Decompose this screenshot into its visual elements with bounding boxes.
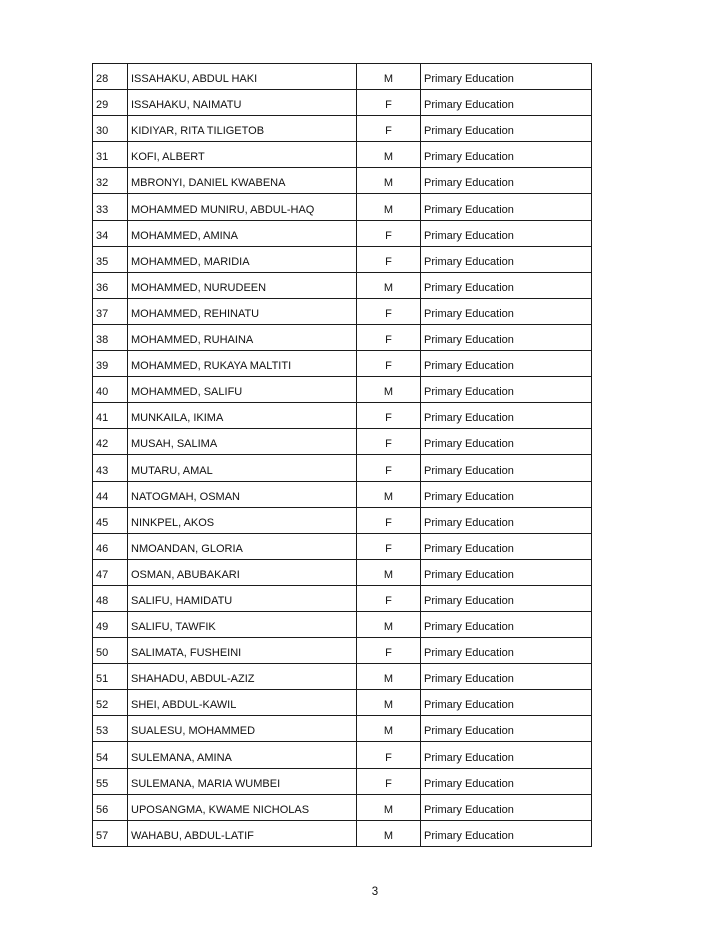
row-number-cell: 28 (93, 64, 128, 89)
gender-cell: F (357, 769, 421, 794)
gender-cell: M (357, 690, 421, 715)
gender-cell: F (357, 638, 421, 663)
gender-cell: F (357, 221, 421, 246)
program-cell: Primary Education (424, 281, 514, 294)
name-cell: SULEMANA, AMINA (128, 742, 357, 767)
table-row (93, 90, 591, 116)
row-number-cell: 49 (93, 612, 128, 637)
program-cell: Primary Education (424, 177, 514, 190)
table-row (93, 351, 591, 377)
name-cell: NINKPEL, AKOS (128, 508, 357, 533)
gender-cell: M (357, 795, 421, 820)
program-cell: Primary Education (424, 542, 514, 555)
table-row (93, 612, 591, 638)
table-row (93, 769, 591, 795)
name-cell: MOHAMMED, RUKAYA MALTITI (128, 351, 357, 376)
table-row (93, 586, 591, 612)
table-row (93, 560, 591, 586)
table-row (93, 116, 591, 142)
name-cell: NATOGMAH, OSMAN (128, 482, 357, 507)
table-row (93, 273, 591, 299)
gender-cell: M (357, 821, 421, 846)
row-number-cell: 52 (93, 690, 128, 715)
gender-cell: F (357, 90, 421, 115)
table-row (93, 716, 591, 742)
student-roster-table (92, 63, 592, 847)
table-row (93, 664, 591, 690)
program-cell: Primary Education (424, 386, 514, 399)
gender-cell: M (357, 168, 421, 193)
table-row (93, 403, 591, 429)
row-number-cell: 56 (93, 795, 128, 820)
gender-cell: M (357, 273, 421, 298)
program-cell: Primary Education (424, 699, 514, 712)
table-row (93, 168, 591, 194)
gender-cell: F (357, 455, 421, 480)
gender-cell: F (357, 325, 421, 350)
gender-cell: M (357, 64, 421, 89)
program-cell: Primary Education (424, 647, 514, 660)
gender-cell: F (357, 299, 421, 324)
row-number-cell: 39 (93, 351, 128, 376)
table-row (93, 455, 591, 481)
table-row (93, 64, 591, 90)
program-cell: Primary Education (424, 203, 514, 216)
row-number-cell: 40 (93, 377, 128, 402)
row-number-cell: 47 (93, 560, 128, 585)
name-cell: MOHAMMED, MARIDIA (128, 247, 357, 272)
row-number-cell: 44 (93, 482, 128, 507)
gender-cell: F (357, 508, 421, 533)
program-cell: Primary Education (424, 516, 514, 529)
row-number-cell: 51 (93, 664, 128, 689)
gender-cell: M (357, 377, 421, 402)
table-row (93, 482, 591, 508)
gender-cell: M (357, 560, 421, 585)
row-number-cell: 45 (93, 508, 128, 533)
row-number-cell: 31 (93, 142, 128, 167)
name-cell: KOFI, ALBERT (128, 142, 357, 167)
table-row (93, 821, 591, 846)
name-cell: SUALESU, MOHAMMED (128, 716, 357, 741)
name-cell: MOHAMMED, AMINA (128, 221, 357, 246)
gender-cell: F (357, 429, 421, 454)
program-cell: Primary Education (424, 307, 514, 320)
program-cell: Primary Education (424, 803, 514, 816)
program-cell: Primary Education (424, 151, 514, 164)
table-row (93, 377, 591, 403)
program-cell: Primary Education (424, 412, 514, 425)
gender-cell: F (357, 534, 421, 559)
gender-cell: F (357, 742, 421, 767)
row-number-cell: 42 (93, 429, 128, 454)
program-cell: Primary Education (424, 464, 514, 477)
gender-cell: F (357, 116, 421, 141)
gender-cell: F (357, 351, 421, 376)
name-cell: WAHABU, ABDUL-LATIF (128, 821, 357, 846)
name-cell: MUTARU, AMAL (128, 455, 357, 480)
name-cell: ISSAHAKU, ABDUL HAKI (128, 64, 357, 89)
table-row (93, 194, 591, 220)
table-row (93, 690, 591, 716)
table-row (93, 247, 591, 273)
name-cell: SULEMANA, MARIA WUMBEI (128, 769, 357, 794)
table-row (93, 742, 591, 768)
table-row (93, 142, 591, 168)
program-cell: Primary Education (424, 673, 514, 686)
program-cell: Primary Education (424, 777, 514, 790)
row-number-cell: 33 (93, 194, 128, 219)
program-cell: Primary Education (424, 229, 514, 242)
name-cell: SHEI, ABDUL-KAWIL (128, 690, 357, 715)
row-number-cell: 37 (93, 299, 128, 324)
program-cell: Primary Education (424, 621, 514, 634)
program-cell: Primary Education (424, 334, 514, 347)
name-cell: MOHAMMED MUNIRU, ABDUL-HAQ (128, 194, 357, 219)
name-cell: MUSAH, SALIMA (128, 429, 357, 454)
table-row (93, 508, 591, 534)
table-row (93, 795, 591, 821)
name-cell: SHAHADU, ABDUL-AZIZ (128, 664, 357, 689)
name-cell: SALIFU, HAMIDATU (128, 586, 357, 611)
row-number-cell: 35 (93, 247, 128, 272)
row-number-cell: 50 (93, 638, 128, 663)
row-number-cell: 46 (93, 534, 128, 559)
name-cell: MUNKAILA, IKIMA (128, 403, 357, 428)
table-row (93, 325, 591, 351)
name-cell: SALIFU, TAWFIK (128, 612, 357, 637)
name-cell: KIDIYAR, RITA TILIGETOB (128, 116, 357, 141)
row-number-cell: 30 (93, 116, 128, 141)
row-number-cell: 29 (93, 90, 128, 115)
name-cell: MOHAMMED, RUHAINA (128, 325, 357, 350)
gender-cell: F (357, 247, 421, 272)
table-row (93, 221, 591, 247)
table-row (93, 299, 591, 325)
program-cell: Primary Education (424, 829, 514, 842)
row-number-cell: 36 (93, 273, 128, 298)
row-number-cell: 55 (93, 769, 128, 794)
program-cell: Primary Education (424, 751, 514, 764)
name-cell: MOHAMMED, SALIFU (128, 377, 357, 402)
page-number: 3 (371, 886, 379, 898)
gender-cell: M (357, 716, 421, 741)
name-cell: MOHAMMED, REHINATU (128, 299, 357, 324)
row-number-cell: 48 (93, 586, 128, 611)
name-cell: NMOANDAN, GLORIA (128, 534, 357, 559)
program-cell: Primary Education (424, 490, 514, 503)
program-cell: Primary Education (424, 594, 514, 607)
program-cell: Primary Education (424, 125, 514, 138)
program-cell: Primary Education (424, 73, 514, 86)
table-row (93, 638, 591, 664)
program-cell: Primary Education (424, 360, 514, 373)
gender-cell: M (357, 142, 421, 167)
program-cell: Primary Education (424, 255, 514, 268)
table-row (93, 534, 591, 560)
row-number-cell: 53 (93, 716, 128, 741)
gender-cell: F (357, 586, 421, 611)
table-row (93, 429, 591, 455)
gender-cell: F (357, 403, 421, 428)
row-number-cell: 43 (93, 455, 128, 480)
gender-cell: M (357, 664, 421, 689)
name-cell: MOHAMMED, NURUDEEN (128, 273, 357, 298)
name-cell: MBRONYI, DANIEL KWABENA (128, 168, 357, 193)
program-cell: Primary Education (424, 438, 514, 451)
name-cell: SALIMATA, FUSHEINI (128, 638, 357, 663)
row-number-cell: 32 (93, 168, 128, 193)
program-cell: Primary Education (424, 99, 514, 112)
name-cell: ISSAHAKU, NAIMATU (128, 90, 357, 115)
row-number-cell: 34 (93, 221, 128, 246)
gender-cell: M (357, 482, 421, 507)
row-number-cell: 54 (93, 742, 128, 767)
row-number-cell: 57 (93, 821, 128, 846)
row-number-cell: 38 (93, 325, 128, 350)
program-cell: Primary Education (424, 725, 514, 738)
name-cell: OSMAN, ABUBAKARI (128, 560, 357, 585)
name-cell: UPOSANGMA, KWAME NICHOLAS (128, 795, 357, 820)
gender-cell: M (357, 194, 421, 219)
program-cell: Primary Education (424, 568, 514, 581)
row-number-cell: 41 (93, 403, 128, 428)
gender-cell: M (357, 612, 421, 637)
